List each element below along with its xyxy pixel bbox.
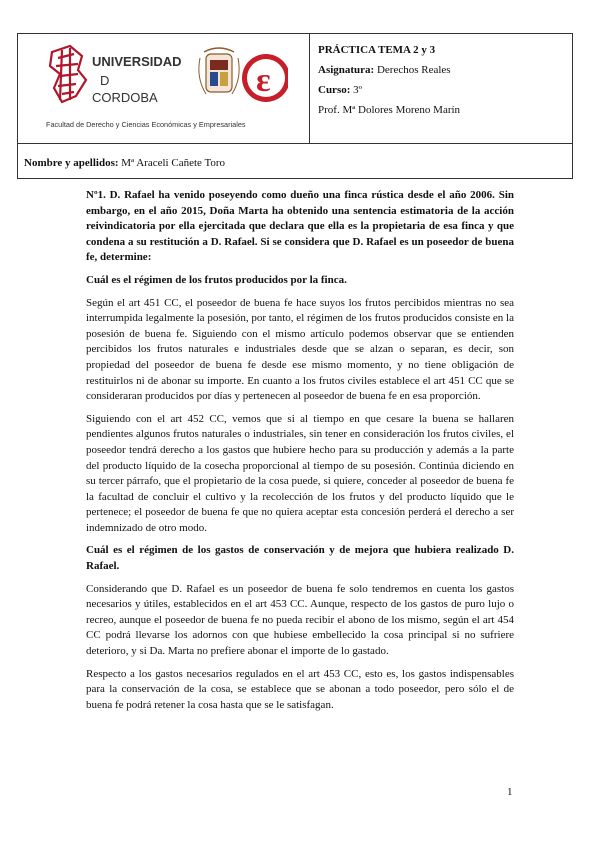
logo-graphic	[48, 44, 288, 122]
header-table	[17, 33, 573, 179]
university-logo	[48, 44, 288, 127]
logo-cell	[18, 34, 310, 143]
paragraph-4: Respecto a los gastos necesarios regulados en el art 453 CC, esto es, los gastos indispensables para la conservación de la cosa, se establece que se abonan a todo poseedor, pero sólo el de buena fe podrá retener la cosa hasta que se le satisfagan.	[86, 667, 514, 711]
course-line: Curso: 3º	[318, 84, 363, 96]
practice-title: PRÁCTICA TEMA 2 y 3	[318, 44, 436, 56]
svg-text:ɛ: ɛ	[256, 62, 271, 99]
exercise-statement: Nº1. D. Rafael ha venido poseyendo como dueño una finca rústica desde el año 2006. Sin embargo, en el año 2015, Doña Marta ha obtenido una sentencia estimatoria de la acción reivindicatoria por ella ejercitada que declara que ella es la propietaria de esa finca y que condena a su restitución a D. Rafael. Si se considera que D. Rafael es un poseedor de buena fe, determine:	[86, 189, 514, 264]
name-value: Mª Araceli Cañete Toro	[121, 157, 226, 169]
faculty-logo-icon	[242, 54, 288, 102]
university-emblem-icon	[50, 46, 86, 102]
question-1: Cuál es el régimen de los frutos producidos por la finca.	[86, 273, 347, 286]
subject-line: Asignatura: Derechos Reales	[318, 64, 451, 76]
question-2: Cuál es el régimen de los gastos de conservación y de mejora que hubiera realizado D. Rafael.	[86, 544, 514, 573]
paragraph-1: Según el art 451 CC, el poseedor de buena fe hace suyos los frutos percibidos mientras no sea interrumpida legalmente la posesión, por tanto, el régimen de los frutos producidos consiste en la posesión de buena fe. Siguiendo con el mismo artículo podemos observar que se entienden percibidos los frutos naturales e industriales desde que se alzan o separan, es decir, son propiedad del poseedor de buena fe desde ese mismo momento, y no tiene obligación de restituirlos ni de abonar su importe. En cuanto a los frutos civiles establece el art 451 CC que se consideraran producidos por días y pertenecen al poseedor de buena fe en esa proporción.	[86, 296, 514, 403]
univ-line1: UNIVERSIDAD	[92, 54, 182, 69]
document-body	[86, 188, 514, 720]
professor-line: Prof. Mª Dolores Moreno Marín	[318, 104, 461, 116]
name-label: Nombre y apellidos:	[24, 157, 119, 169]
coat-of-arms-icon	[199, 48, 239, 94]
paragraph-3: Considerando que D. Rafael es un poseedor de buena fe solo tendremos en cuenta los gastos necesarios y útiles, establecidos en el art 453 CC. Aunque, respecto de los gastos de puro lujo o recreo, aunque el poseedor de buena fe no pueda recibir el abono de los mismo, según el art 454 CC podrá llevarse los adornos con que hubiese embellecido la cosa principal si no sufriere deterioro, y si Da. Marta no prefiere abonar el importe de lo gastado.	[86, 582, 514, 658]
name-cell	[18, 143, 572, 178]
faculty-name: Facultad de Derecho y Ciencias Económicas y Empresariales	[46, 120, 246, 129]
univ-line3: CORDOBA	[92, 90, 158, 105]
paragraph-2: Siguiendo con el art 452 CC, vemos que si al tiempo en que cesare la buena se hallaren pendientes algunos frutos naturales o industriales, sin tener en consideración los frutos civiles, el poseedor tendrá derecho a los gastos que hubiere hecho para su producción y además a la parte del producto líquido de la cosecha proporcional al tiempo de su posesión. Continúa diciendo en su tercer párrafo, que el propietario de la cosa puede, si quiere, conceder al poseedor de buena fe la facultad de concluir el cultivo y la recolección de los frutos y del producto líquido que le pertenece; el poseedor de buena fe que no quiera aceptar esta concesión perderá el derecho a ser indemnizado de otro modo.	[86, 412, 514, 534]
page-number: 1	[507, 786, 513, 798]
info-cell	[310, 34, 572, 143]
univ-line2: D	[100, 73, 110, 88]
